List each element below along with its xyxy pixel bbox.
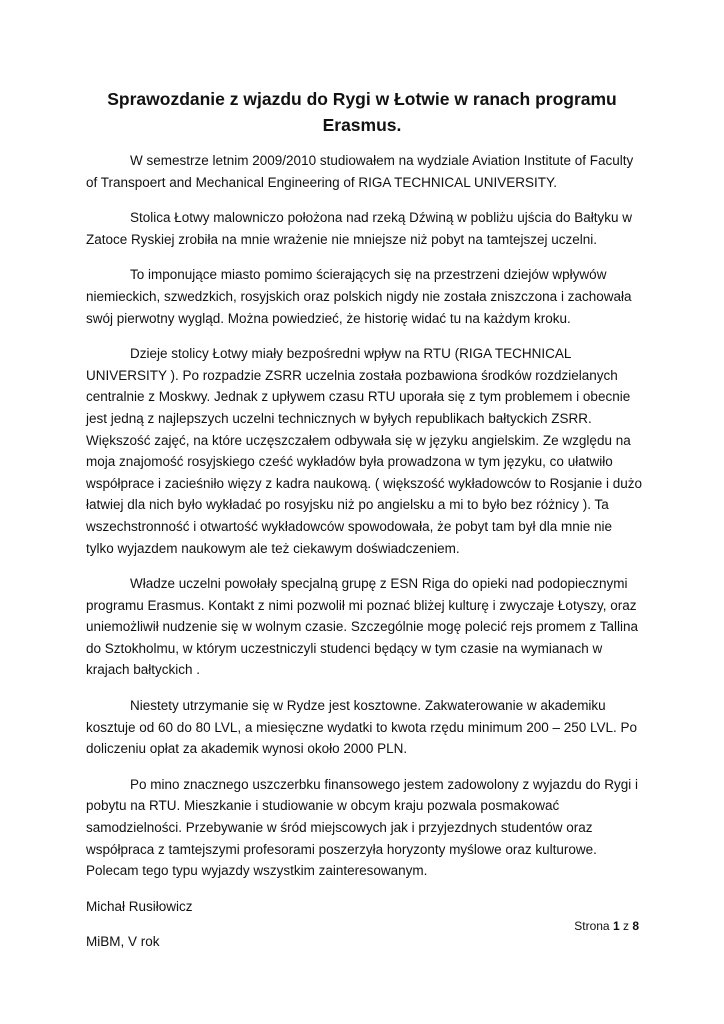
- paragraph-rtu: Dzieje stolicy Łotwy miały bezpośredni wpływ na RTU (RIGA TECHNICAL UNIVERSITY ). Po rozpadzie ZSRR uczelnia została pozbawiona środków rozdzielanych centralnie z Moskwy. Jednak z upływem czasu RTU uporała się z tym problemem i obecnie jest jedną z najlepszych uczelni technicznych w byłych republikach bałtyckich ZSRR. Większość zajęć, na które uczęszczałem odbywała się w języku angielskim. Ze względu na moja znajomość rosyjskiego cześć wykładów była prowadzona w tym języku, co ułatwiło współprace i zacieśniło więzy z kadra naukową. ( większość wykładowców to Rosjanie i dużo łatwiej dla nich było wykładać po rosyjsku niż po angielsku a mi to było bez różnicy ). Ta wszechstronność i otwartość wykładowców spowodowała, że pobyt tam był dla mnie nie tylko wyjazdem naukowym ale też ciekawym doświadczeniem.: [86, 346, 642, 556]
- current-page-number: 1: [612, 919, 620, 933]
- total-pages-number: 8: [632, 919, 639, 933]
- paragraph-semester: W semestrze letnim 2009/2010 studiowałem na wydziale Aviation Institute of Faculty of Transpoert and Mechanical Engineering of RIGA TECHNICAL UNIVERSITY.: [86, 153, 634, 190]
- document-body: [86, 150, 642, 967]
- page-number: [574, 917, 639, 935]
- paragraph-summary: Po mino znacznego uszczerbku finansowego jestem zadowolony z wyjazdu do Rygi i pobytu na RTU. Mieszkanie i studiowanie w obcym kraju pozwala posmakować samodzielności. Przebywanie w śród miejscowych jak i przyjezdnych studentów oraz współpraca z tamtejszymi profesorami poszerzyła horyzonty myślowe oraz kulturowe. Polecam tego typu wyjazdy wszystkim zainteresowanym.: [86, 776, 639, 879]
- document-title: Sprawozdanie z wjazdu do Rygi w Łotwie w ranach programu Erasmus.: [107, 89, 617, 135]
- paragraph-capital: Stolica Łotwy malowniczo położona nad rzeką Dźwiną w pobliżu ujścia do Bałtyku w Zatoce Ryskiej zrobiła na mnie wrażenie nie mniejsze niż pobyt na tamtejszej uczelni.: [86, 210, 632, 247]
- page-label: Strona: [574, 919, 610, 933]
- author-program: MiBM, V rok: [86, 934, 160, 950]
- page-separator: z: [622, 919, 629, 933]
- author-name: Michał Rusiłowicz: [86, 898, 193, 914]
- paragraph-city-history: To imponujące miasto pomimo ścierających się na przestrzeni dziejów wpływów niemieckich, szwedzkich, rosyjskich oraz polskich nigdy nie została zniszczona i zachowała swój pierwotny wygląd. Można powiedzieć, że historię widać tu na każdym kroku.: [86, 267, 632, 326]
- paragraph-costs: Niestety utrzymanie się w Rydze jest kosztowne. Zakwaterowanie w akademiku kosztuje od 60 do 80 LVL, a miesięczne wydatki to kwota rzędu minimum 200 – 250 LVL. Po doliczeniu opłat za akademik wynosi około 2000 PLN.: [86, 698, 638, 757]
- paragraph-esn: Władze uczelni powołały specjalną grupę z ESN Riga do opieki nad podopiecznymi programu Erasmus. Kontakt z nimi pozwolił mi poznać bliżej kulturę i zwyczaje Łotyszy, oraz uniemożliwił nudzenie się w wolnym czasie. Szczególnie mogę polecić rejs promem z Tallina do Sztokholmu, w którym uczestniczyli studenci będący w tym czasie na wymianach w krajach bałtyckich .: [86, 576, 638, 678]
